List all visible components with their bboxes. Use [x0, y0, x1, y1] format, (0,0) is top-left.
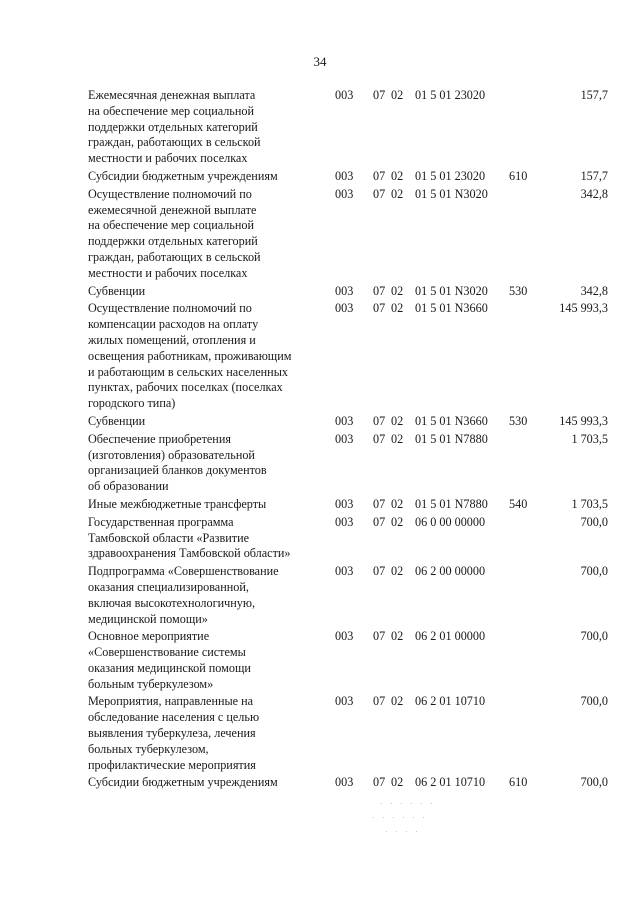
description-line: Основное мероприятие	[88, 629, 210, 644]
row-description	[88, 629, 324, 692]
target-article-cell: 01 5 01 N7880	[415, 496, 488, 511]
target-article-cell: 01 5 01 23020	[415, 168, 486, 183]
description-line: (изготовления) образовательной	[88, 447, 255, 462]
description-line: об образовании	[88, 479, 169, 494]
section-code-cell: 07	[373, 496, 386, 511]
amount-cell: 1 703,5	[571, 431, 608, 446]
ministry-code-cell: 003	[335, 564, 354, 579]
description-line: обследование населения с целью	[88, 710, 260, 725]
description-line: Осуществление полномочий по	[88, 186, 252, 201]
amount-cell: 700,0	[580, 514, 608, 529]
ministry-code-cell: 003	[335, 88, 354, 102]
section-code-cell: 07	[373, 301, 386, 316]
target-article-cell: 01 5 01 N3660	[415, 301, 488, 316]
subsection-code-cell: 02	[391, 168, 404, 183]
amount-cell: 157,7	[580, 168, 608, 183]
description-line: здравоохранения Тамбовской области»	[88, 546, 291, 561]
subsection-code-cell: 02	[391, 694, 404, 709]
ministry-code-cell: 003	[335, 694, 354, 709]
subsection-code-cell: 02	[391, 88, 404, 102]
subsection-code-cell: 02	[391, 413, 404, 428]
description-line: жилых помещений, отопления и	[88, 332, 256, 347]
row-description	[88, 564, 324, 627]
row-description	[88, 88, 324, 167]
description-line: оказания специализированной,	[88, 579, 249, 594]
description-line: Субсидии бюджетным учреждениям	[88, 775, 278, 790]
target-article-cell: 06 2 01 10710	[415, 775, 486, 790]
table-row	[88, 564, 608, 627]
table-row	[88, 694, 608, 773]
description-line: освещения работникам, проживающим	[88, 348, 292, 363]
section-code-cell: 07	[373, 186, 386, 201]
section-code-cell: 07	[373, 629, 386, 644]
table-row	[88, 284, 608, 300]
expense-type-cell: 610	[509, 168, 528, 183]
amount-cell: 700,0	[580, 564, 608, 579]
section-code-cell: 07	[373, 564, 386, 579]
row-description	[88, 694, 324, 773]
description-line: «Совершенствование системы	[88, 645, 246, 660]
scan-artifact: · · · · · ·	[372, 814, 428, 822]
description-line: поддержки отдельных категорий	[88, 119, 258, 134]
ministry-code-cell: 003	[335, 413, 354, 428]
ministry-code-cell: 003	[335, 496, 354, 511]
table-row	[88, 88, 608, 167]
subsection-code-cell: 02	[391, 514, 404, 529]
target-article-cell: 01 5 01 N7880	[415, 431, 488, 446]
table-row	[88, 629, 608, 692]
subsection-code-cell: 02	[391, 775, 404, 790]
row-description	[88, 497, 324, 513]
description-line: Субсидии бюджетным учреждениям	[88, 168, 278, 183]
scan-artifact: · · · · · ·	[380, 800, 436, 808]
subsection-code-cell: 02	[391, 283, 404, 298]
amount-cell: 700,0	[580, 775, 608, 790]
table-row	[88, 775, 608, 791]
table-row	[88, 301, 608, 412]
target-article-cell: 01 5 01 N3020	[415, 186, 488, 201]
expense-type-cell: 530	[509, 413, 528, 428]
table-row	[88, 515, 608, 562]
subsection-code-cell: 02	[391, 564, 404, 579]
description-line: компенсации расходов на оплату	[88, 317, 259, 332]
ministry-code-cell: 003	[335, 514, 354, 529]
target-article-cell: 01 5 01 N3660	[415, 413, 488, 428]
section-code-cell: 07	[373, 431, 386, 446]
amount-cell: 1 703,5	[571, 496, 608, 511]
table-row	[88, 414, 608, 430]
description-line: профилактические мероприятия	[88, 757, 256, 772]
description-line: больных туберкулезом,	[88, 741, 209, 756]
amount-cell: 700,0	[580, 629, 608, 644]
description-line: Осуществление полномочий по	[88, 301, 252, 316]
page-number: 34	[313, 54, 327, 69]
description-line: на обеспечение мер социальной	[88, 218, 255, 233]
row-description	[88, 414, 324, 430]
description-line: городского типа)	[88, 396, 176, 411]
row-description	[88, 284, 324, 300]
description-line: граждан, работающих в сельской	[88, 249, 261, 264]
row-description	[88, 515, 324, 562]
amount-cell: 157,7	[580, 88, 608, 102]
description-line: включая высокотехнологичную,	[88, 595, 255, 610]
amount-cell: 342,8	[580, 186, 608, 201]
description-line: Субвенции	[88, 283, 146, 298]
target-article-cell: 01 5 01 N3020	[415, 283, 488, 298]
description-line: Иные межбюджетные трансферты	[88, 496, 267, 511]
description-line: Обеспечение приобретения	[88, 431, 231, 446]
budget-table	[88, 88, 608, 791]
description-line: на обеспечение мер социальной	[88, 103, 255, 118]
description-line: Тамбовской области «Развитие	[88, 530, 250, 545]
subsection-code-cell: 02	[391, 431, 404, 446]
ministry-code-cell: 003	[335, 775, 354, 790]
subsection-code-cell: 02	[391, 629, 404, 644]
ministry-code-cell: 003	[335, 629, 354, 644]
ministry-code-cell: 003	[335, 301, 354, 316]
description-line: Субвенции	[88, 413, 146, 428]
row-description	[88, 775, 324, 791]
table-row	[88, 187, 608, 282]
target-article-cell: 06 2 01 10710	[415, 694, 486, 709]
subsection-code-cell: 02	[391, 496, 404, 511]
section-code-cell: 07	[373, 694, 386, 709]
description-line: и работающим в сельских населенных	[88, 364, 288, 379]
description-line: Государственная программа	[88, 514, 234, 529]
amount-cell: 342,8	[580, 283, 608, 298]
section-code-cell: 07	[373, 514, 386, 529]
description-line: Подпрограмма «Совершенствование	[88, 564, 279, 579]
section-code-cell: 07	[373, 283, 386, 298]
amount-cell: 145 993,3	[559, 413, 608, 428]
expense-type-cell: 530	[509, 283, 528, 298]
section-code-cell: 07	[373, 775, 386, 790]
expense-type-cell: 610	[509, 775, 528, 790]
description-line: выявления туберкулеза, лечения	[88, 726, 256, 741]
expense-type-cell: 540	[509, 496, 528, 511]
target-article-cell: 06 2 01 00000	[415, 629, 486, 644]
description-line: местности и рабочих поселках	[88, 265, 248, 280]
description-line: граждан, работающих в сельской	[88, 135, 261, 150]
description-line: Мероприятия, направленные на	[88, 694, 254, 709]
target-article-cell: 06 0 00 00000	[415, 514, 486, 529]
ministry-code-cell: 003	[335, 283, 354, 298]
description-line: пунктах, рабочих поселках (поселках	[88, 380, 283, 395]
section-code-cell: 07	[373, 88, 386, 102]
ministry-code-cell: 003	[335, 431, 354, 446]
ministry-code-cell: 003	[335, 186, 354, 201]
table-row	[88, 432, 608, 495]
subsection-code-cell: 02	[391, 301, 404, 316]
section-code-cell: 07	[373, 413, 386, 428]
description-line: медицинской помощи»	[88, 611, 208, 626]
row-description	[88, 432, 324, 495]
row-description	[88, 301, 324, 412]
description-line: местности и рабочих поселках	[88, 151, 248, 166]
target-article-cell: 01 5 01 23020	[415, 88, 486, 102]
amount-cell: 145 993,3	[559, 301, 608, 316]
target-article-cell: 06 2 00 00000	[415, 564, 486, 579]
table-row	[88, 497, 608, 513]
description-line: больным туберкулезом»	[88, 676, 214, 691]
row-description	[88, 187, 324, 282]
description-line: оказания медицинской помощи	[88, 660, 251, 675]
row-description	[88, 169, 324, 185]
ministry-code-cell: 003	[335, 168, 354, 183]
description-line: поддержки отдельных категорий	[88, 234, 258, 249]
section-code-cell: 07	[373, 168, 386, 183]
table-row	[88, 169, 608, 185]
description-line: организацией бланков документов	[88, 463, 267, 478]
subsection-code-cell: 02	[391, 186, 404, 201]
scan-artifact: · · · ·	[385, 828, 421, 836]
amount-cell: 700,0	[580, 694, 608, 709]
description-line: Ежемесячная денежная выплата	[88, 88, 256, 102]
description-line: ежемесячной денежной выплате	[88, 202, 257, 217]
